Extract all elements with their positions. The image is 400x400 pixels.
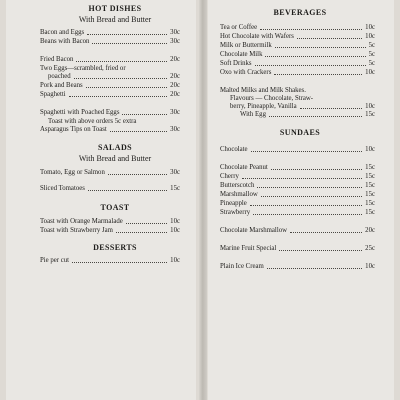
item-price: 15c: [170, 185, 180, 192]
leader-dots: [274, 74, 362, 75]
leader-dots: [250, 205, 362, 206]
item-name-line: Two Eggs—scrambled, fried or: [40, 65, 126, 72]
leader-dots: [297, 38, 362, 39]
malted-line-1: Malted Milks and Milk Shakes.: [220, 87, 306, 94]
menu-item: [220, 200, 375, 208]
item-name: Fried Bacon: [40, 56, 74, 63]
leader-dots: [275, 47, 366, 48]
menu-item: [220, 33, 375, 41]
item-price: 20c: [170, 82, 180, 89]
menu-item: [220, 227, 375, 235]
item-name: Tomato, Egg or Salmon: [40, 169, 105, 176]
item-name: Toast with Strawberry Jam: [40, 227, 113, 234]
item-name: Cherry: [220, 173, 239, 180]
item-price: 10c: [365, 24, 375, 31]
item-name: Milk or Buttermilk: [220, 42, 272, 49]
salads-heading: SALADS: [98, 143, 132, 152]
item-price: 30c: [170, 38, 180, 45]
leader-dots: [269, 116, 362, 117]
desserts-heading: DESSERTS: [93, 243, 137, 252]
item-price: 5c: [368, 60, 375, 67]
leader-dots: [251, 151, 363, 152]
item-name: Chocolate: [220, 146, 248, 153]
item-name: Hot Chocolate with Wafers: [220, 33, 294, 40]
item-name: Chocolate Marshmallow: [220, 227, 288, 234]
item-price: 5c: [368, 42, 375, 49]
menu-item: [40, 56, 180, 64]
menu-item: [220, 146, 375, 154]
leader-dots: [92, 43, 167, 44]
item-name: With Egg: [240, 111, 266, 118]
menu-item: [40, 169, 180, 177]
item-price: 20c: [170, 73, 180, 80]
item-price: 5c: [368, 51, 375, 58]
malted-line-2: Flavours — Chocolate, Straw-: [230, 95, 314, 102]
hot-dishes-heading: HOT DISHES: [88, 4, 142, 13]
item-name: Oxo with Crackers: [220, 69, 272, 76]
menu-item: [40, 257, 180, 265]
menu-item: [220, 60, 375, 68]
hot-dishes-subheading: With Bread and Butter: [78, 15, 152, 24]
menu-item: [220, 263, 375, 271]
leader-dots: [76, 61, 167, 62]
item-name: Chocolate Milk: [220, 51, 263, 58]
leader-dots: [86, 87, 168, 88]
leader-dots: [300, 108, 363, 109]
item-name: Soft Drinks: [220, 60, 252, 67]
menu-item: [220, 173, 375, 181]
item-name: poached: [48, 73, 71, 80]
item-name: Pork and Beans: [40, 82, 83, 89]
item-name: Butterscotch: [220, 182, 255, 189]
item-name: Pineapple: [220, 200, 247, 207]
leader-dots: [261, 196, 362, 197]
beverages-heading: BEVERAGES: [273, 8, 327, 17]
page-fold: [199, 0, 207, 400]
item-price: 30c: [170, 169, 180, 176]
menu-item: [220, 164, 375, 172]
item-name: berry, Pineapple, Vanilla: [230, 103, 297, 110]
leader-dots: [260, 29, 362, 30]
item-price: 15c: [365, 209, 375, 216]
item-price: 10c: [170, 257, 180, 264]
item-price: 10c: [170, 227, 180, 234]
menu-item: [220, 245, 375, 253]
menu-item: [40, 185, 180, 193]
menu-item: [220, 69, 375, 77]
leader-dots: [126, 223, 167, 224]
item-name: Marshmallow: [220, 191, 258, 198]
leader-dots: [242, 178, 362, 179]
item-price: 15c: [365, 191, 375, 198]
toast-extra-note: Toast with above orders 5c extra: [48, 118, 137, 125]
item-name: Plain Ice Cream: [220, 263, 264, 270]
item-name: Toast with Orange Marmalade: [40, 218, 123, 225]
item-price: 20c: [365, 227, 375, 234]
item-price: 15c: [365, 111, 375, 118]
menu-item: [220, 182, 375, 190]
item-price: 10c: [365, 103, 375, 110]
item-name: Beans with Bacon: [40, 38, 90, 45]
leader-dots: [257, 187, 362, 188]
leader-dots: [267, 268, 362, 269]
menu-item: [40, 109, 180, 117]
leader-dots: [290, 232, 362, 233]
menu-item: [220, 51, 375, 59]
leader-dots: [69, 96, 167, 97]
item-price: 30c: [170, 109, 180, 116]
leader-dots: [279, 250, 362, 251]
menu-item: [40, 82, 180, 90]
menu-item: [40, 218, 180, 226]
sundaes-heading: SUNDAES: [279, 128, 321, 137]
menu-item: [220, 42, 375, 50]
menu-item: [40, 126, 180, 134]
item-name: Sliced Tomatoes: [40, 185, 85, 192]
salads-subheading: With Bread and Butter: [78, 154, 152, 163]
item-price: 10c: [365, 33, 375, 40]
leader-dots: [88, 190, 167, 191]
item-price: 30c: [170, 29, 180, 36]
leader-dots: [74, 78, 168, 79]
item-price: 30c: [170, 126, 180, 133]
menu-item: [220, 191, 375, 199]
item-price: 15c: [365, 200, 375, 207]
menu-item: [40, 91, 180, 99]
menu-item: [48, 73, 180, 81]
item-price: 20c: [170, 91, 180, 98]
menu-item: [220, 209, 375, 217]
item-name: Bacon and Eggs: [40, 29, 85, 36]
menu-item: [40, 227, 180, 235]
item-name: Strawberry: [220, 209, 251, 216]
leader-dots: [255, 65, 366, 66]
item-name: Chocolate Peanut: [220, 164, 268, 171]
item-price: 20c: [170, 56, 180, 63]
leader-dots: [122, 114, 167, 115]
item-name: Asparagus Tips on Toast: [40, 126, 107, 133]
item-price: 15c: [365, 173, 375, 180]
item-price: 25c: [365, 245, 375, 252]
menu-item: [40, 38, 180, 46]
item-price: 10c: [365, 69, 375, 76]
menu-item: [230, 103, 375, 111]
item-price: 15c: [365, 182, 375, 189]
menu-item: [220, 24, 375, 32]
toast-heading: TOAST: [100, 203, 130, 212]
item-price: 15c: [365, 164, 375, 171]
item-price: 10c: [170, 218, 180, 225]
item-name: Spaghetti: [40, 91, 66, 98]
leader-dots: [253, 214, 362, 215]
menu-item: [240, 111, 375, 119]
item-name: Pie per cut: [40, 257, 70, 264]
leader-dots: [265, 56, 365, 57]
leader-dots: [110, 131, 167, 132]
item-name: Tea or Coffee: [220, 24, 258, 31]
menu-item: [40, 29, 180, 37]
item-name: Spaghetti with Poached Eggs: [40, 109, 120, 116]
leader-dots: [87, 34, 167, 35]
item-price: 10c: [365, 146, 375, 153]
leader-dots: [116, 232, 167, 233]
leader-dots: [271, 169, 362, 170]
leader-dots: [72, 262, 167, 263]
item-price: 10c: [365, 263, 375, 270]
leader-dots: [108, 174, 167, 175]
item-name: Marine Fruit Special: [220, 245, 277, 252]
